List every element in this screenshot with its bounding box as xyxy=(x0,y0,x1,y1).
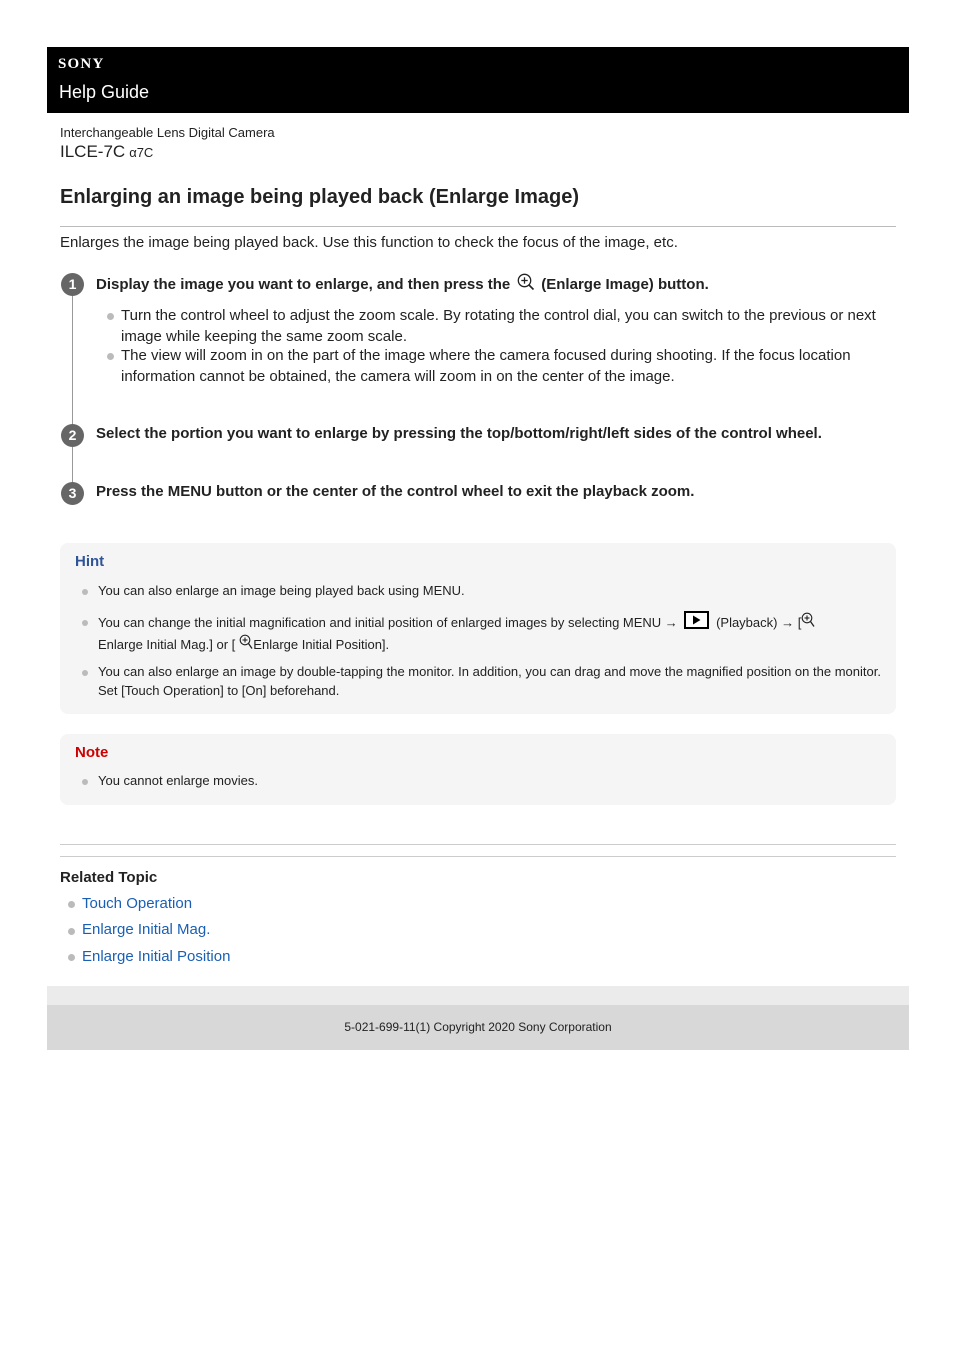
page-title: Enlarging an image being played back (Enlarge Image) xyxy=(60,186,580,208)
bullet-icon xyxy=(82,670,88,676)
section-divider xyxy=(60,856,896,857)
step-number-badge: 1 xyxy=(61,273,84,296)
step-number-badge: 3 xyxy=(61,482,84,505)
section-divider xyxy=(60,844,896,845)
hint-item-text: Enlarge Initial Mag.] or [ xyxy=(98,637,236,652)
page-header xyxy=(47,47,909,113)
step-connector-line xyxy=(72,447,73,484)
enlarge-initial-mag-icon xyxy=(801,612,815,633)
step-2-instruction: Select the portion you want to enlarge by pressing the top/bottom/right/left sides of the control wheel. xyxy=(96,425,822,442)
step-3-instruction: Press the MENU button or the center of the control wheel to exit the playback zoom. xyxy=(96,483,695,500)
step-1-bullet: Turn the control wheel to adjust the zoom scale. By rotating the control dial, you can switch to the previous or next image while keeping the same zoom scale. xyxy=(121,307,876,345)
page-footer xyxy=(47,1005,909,1050)
intro-text: Enlarges the image being played back. Use this function to check the focus of the image, etc. xyxy=(60,234,678,251)
hint-box xyxy=(60,543,896,714)
step-1-bullet: The view will zoom in on the part of the image where the camera focused during shooting. If the focus location information cannot be obtained, the camera will zoom in on the center of the image. xyxy=(121,347,851,385)
product-category: Interchangeable Lens Digital Camera xyxy=(60,125,275,140)
bullet-icon xyxy=(107,313,114,320)
help-guide-title[interactable]: Help Guide xyxy=(59,82,150,102)
model-number: ILCE-7C xyxy=(60,142,126,161)
title-divider xyxy=(60,226,896,227)
hint-item-text: You can change the initial magnification and initial position of enlarged images by selecting MENU → xyxy=(98,614,678,630)
related-topic-heading: Related Topic xyxy=(60,869,158,886)
hint-item xyxy=(98,612,888,656)
sony-logo[interactable]: SONY xyxy=(58,56,105,72)
related-link-enlarge-initial-mag[interactable]: Enlarge Initial Mag. xyxy=(82,921,211,938)
playback-icon xyxy=(684,611,709,634)
note-title: Note xyxy=(75,744,109,761)
related-link-enlarge-initial-position[interactable]: Enlarge Initial Position xyxy=(82,948,231,965)
bullet-icon xyxy=(82,779,88,785)
step-connector-line xyxy=(72,295,73,426)
bullet-icon xyxy=(107,353,114,360)
related-link-touch-operation[interactable]: Touch Operation xyxy=(82,895,193,912)
model-alias: α7C xyxy=(129,145,154,160)
copyright-text: 5-021-699-11(1) Copyright 2020 Sony Corporation xyxy=(344,1020,612,1034)
bullet-icon xyxy=(68,954,75,961)
hint-item: You can also enlarge an image being played back using MENU. xyxy=(98,583,465,598)
enlarge-image-icon xyxy=(517,273,535,295)
hint-item-text: (Playback) → [ xyxy=(716,614,802,630)
bullet-icon xyxy=(82,589,88,595)
note-item: You cannot enlarge movies. xyxy=(98,773,258,788)
hint-title: Hint xyxy=(75,553,105,570)
note-box xyxy=(60,734,896,805)
bullet-icon xyxy=(68,901,75,908)
step-1-text-after: (Enlarge Image) button. xyxy=(541,275,709,293)
bullet-icon xyxy=(68,928,75,935)
footer-top-band xyxy=(47,986,909,1005)
enlarge-initial-position-icon xyxy=(239,634,253,655)
product-model xyxy=(60,142,153,162)
hint-item-text: Enlarge Initial Position]. xyxy=(253,637,390,652)
step-1-text-before: Display the image you want to enlarge, and then press the xyxy=(96,275,511,293)
bullet-icon xyxy=(82,620,88,626)
step-1-instruction xyxy=(96,274,709,296)
step-number-badge: 2 xyxy=(61,424,84,447)
hint-item: You can also enlarge an image by double-tapping the monitor. In addition, you can drag and move the magnified position on the monitor. Set [Touch Operation] to [On] beforehand. xyxy=(98,664,881,698)
